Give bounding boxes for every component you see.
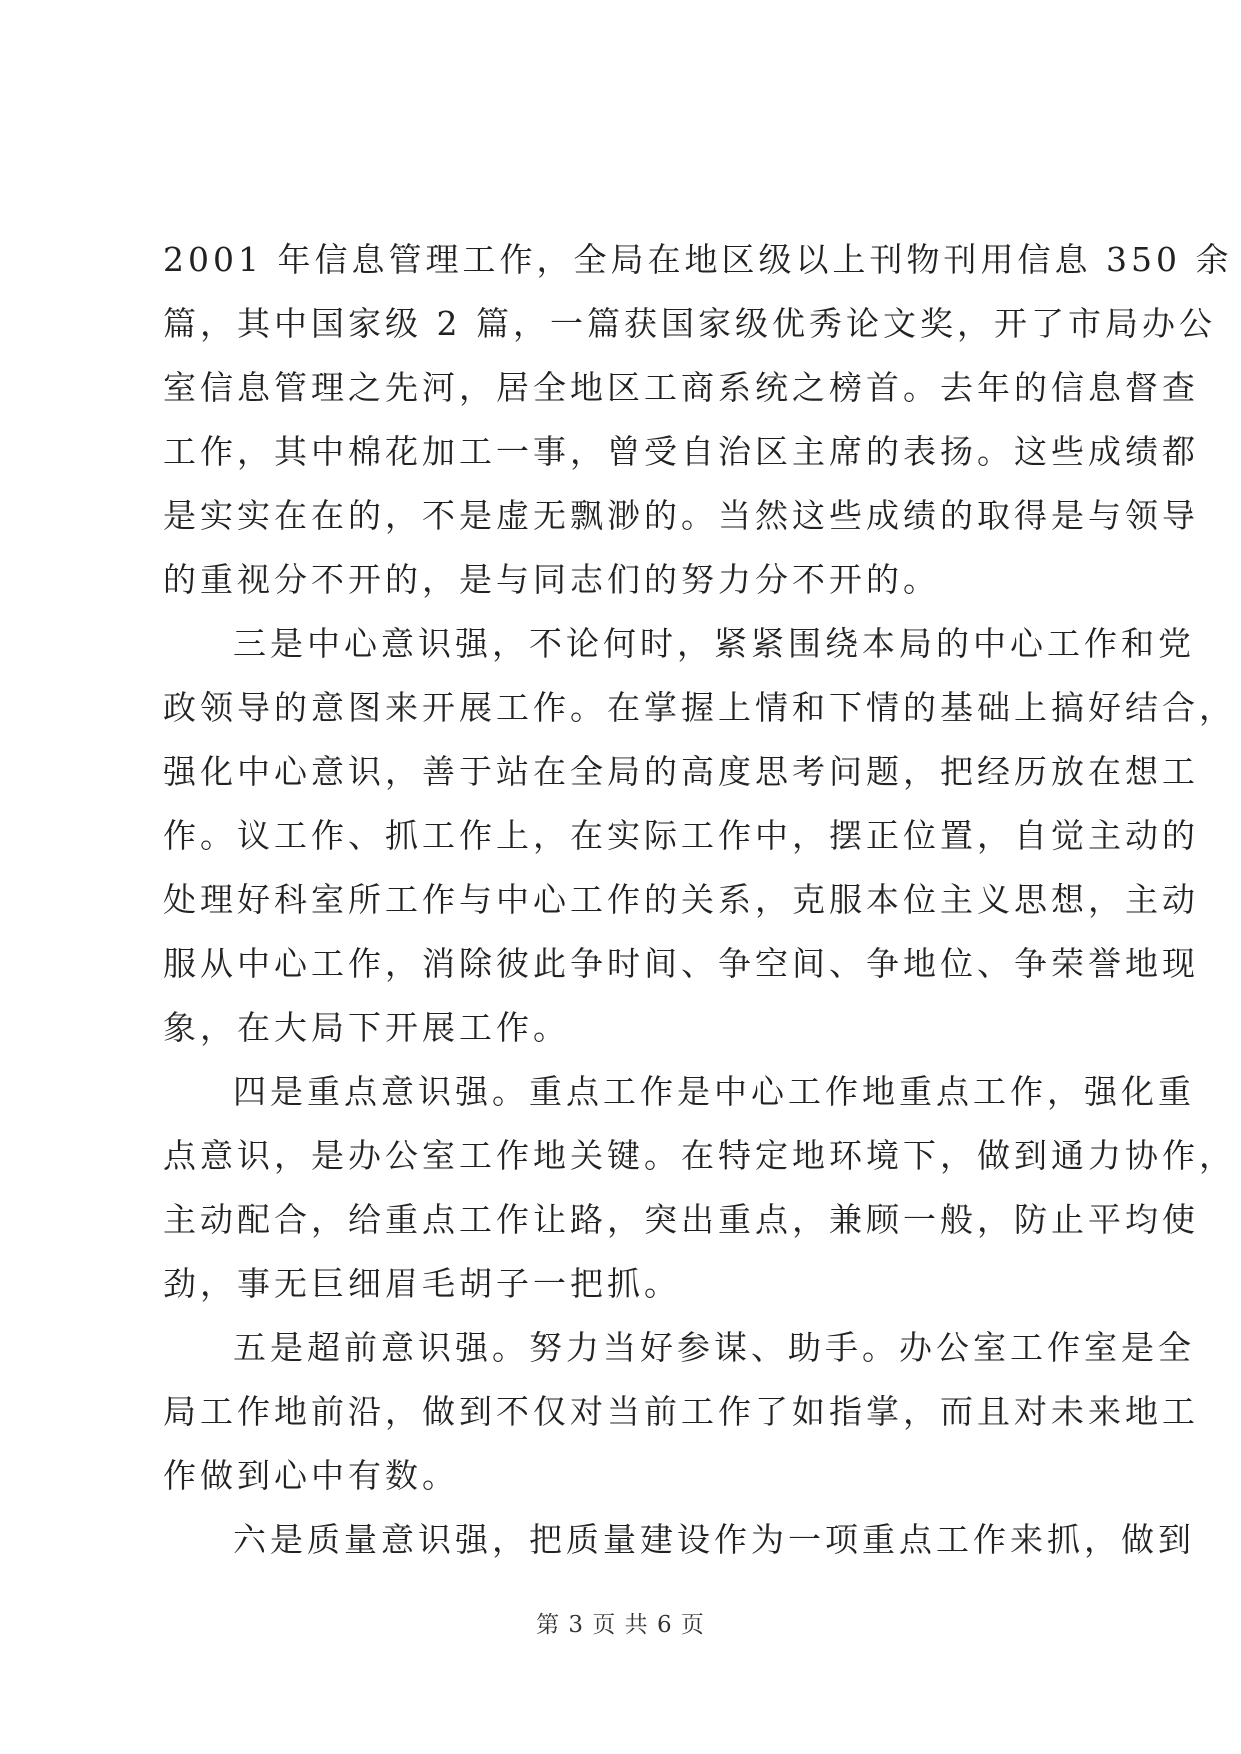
text-line: 篇，其中国家级 2 篇，一篇获国家级优秀论文奖，开了市局办公 (163, 304, 1216, 343)
text-line: 处理好科室所工作与中心工作的关系，克服本位主义思想，主动 (163, 880, 1199, 919)
text-line: 作做到心中有数。 (163, 1456, 459, 1495)
page-number-footer: 第 3 页 共 6 页 (536, 1612, 705, 1638)
text-line: 强化中心意识，善于站在全局的高度思考问题，把经历放在想工 (163, 752, 1199, 791)
text-line: 象，在大局下开展工作。 (163, 1008, 570, 1047)
text-line: 主动配合，给重点工作让路，突出重点，兼顾一般，防止平均使 (163, 1200, 1199, 1239)
text-line: 服从中心工作，消除彼此争时间、争空间、争地位、争荣誉地现 (163, 944, 1199, 983)
text-line: 工作，其中棉花加工一事，曾受自治区主席的表扬。这些成绩都 (163, 432, 1199, 471)
text-line: 劲，事无巨细眉毛胡子一把抓。 (163, 1264, 681, 1303)
document-body (163, 228, 1236, 1572)
text-line: 室信息管理之先河，居全地区工商系统之榜首。去年的信息督查 (163, 368, 1199, 407)
paragraph-start-line: 六是质量意识强，把质量建设作为一项重点工作来抓，做到 (233, 1520, 1195, 1559)
text-line: 是实实在在的，不是虚无飘渺的。当然这些成绩的取得是与领导 (163, 496, 1199, 535)
text-line: 局工作地前沿，做到不仅对当前工作了如指掌，而且对未来地工 (163, 1392, 1199, 1431)
text-line: 2001 年信息管理工作，全局在地区级以上刊物刊用信息 350 余 (163, 240, 1233, 279)
text-line: 政领导的意图来开展工作。在掌握上情和下情的基础上搞好结合， (163, 688, 1236, 727)
paragraph-start-line: 五是超前意识强。努力当好参谋、助手。办公室工作室是全 (233, 1328, 1195, 1367)
text-line: 作。议工作、抓工作上，在实际工作中，摆正位置，自觉主动的 (163, 816, 1199, 855)
paragraph-start-line: 三是中心意识强，不论何时，紧紧围绕本局的中心工作和党 (233, 624, 1195, 663)
text-line: 点意识，是办公室工作地关键。在特定地环境下，做到通力协作， (163, 1136, 1236, 1175)
text-line: 的重视分不开的，是与同志们的努力分不开的。 (163, 560, 940, 599)
paragraph-start-line: 四是重点意识强。重点工作是中心工作地重点工作，强化重 (233, 1072, 1195, 1111)
